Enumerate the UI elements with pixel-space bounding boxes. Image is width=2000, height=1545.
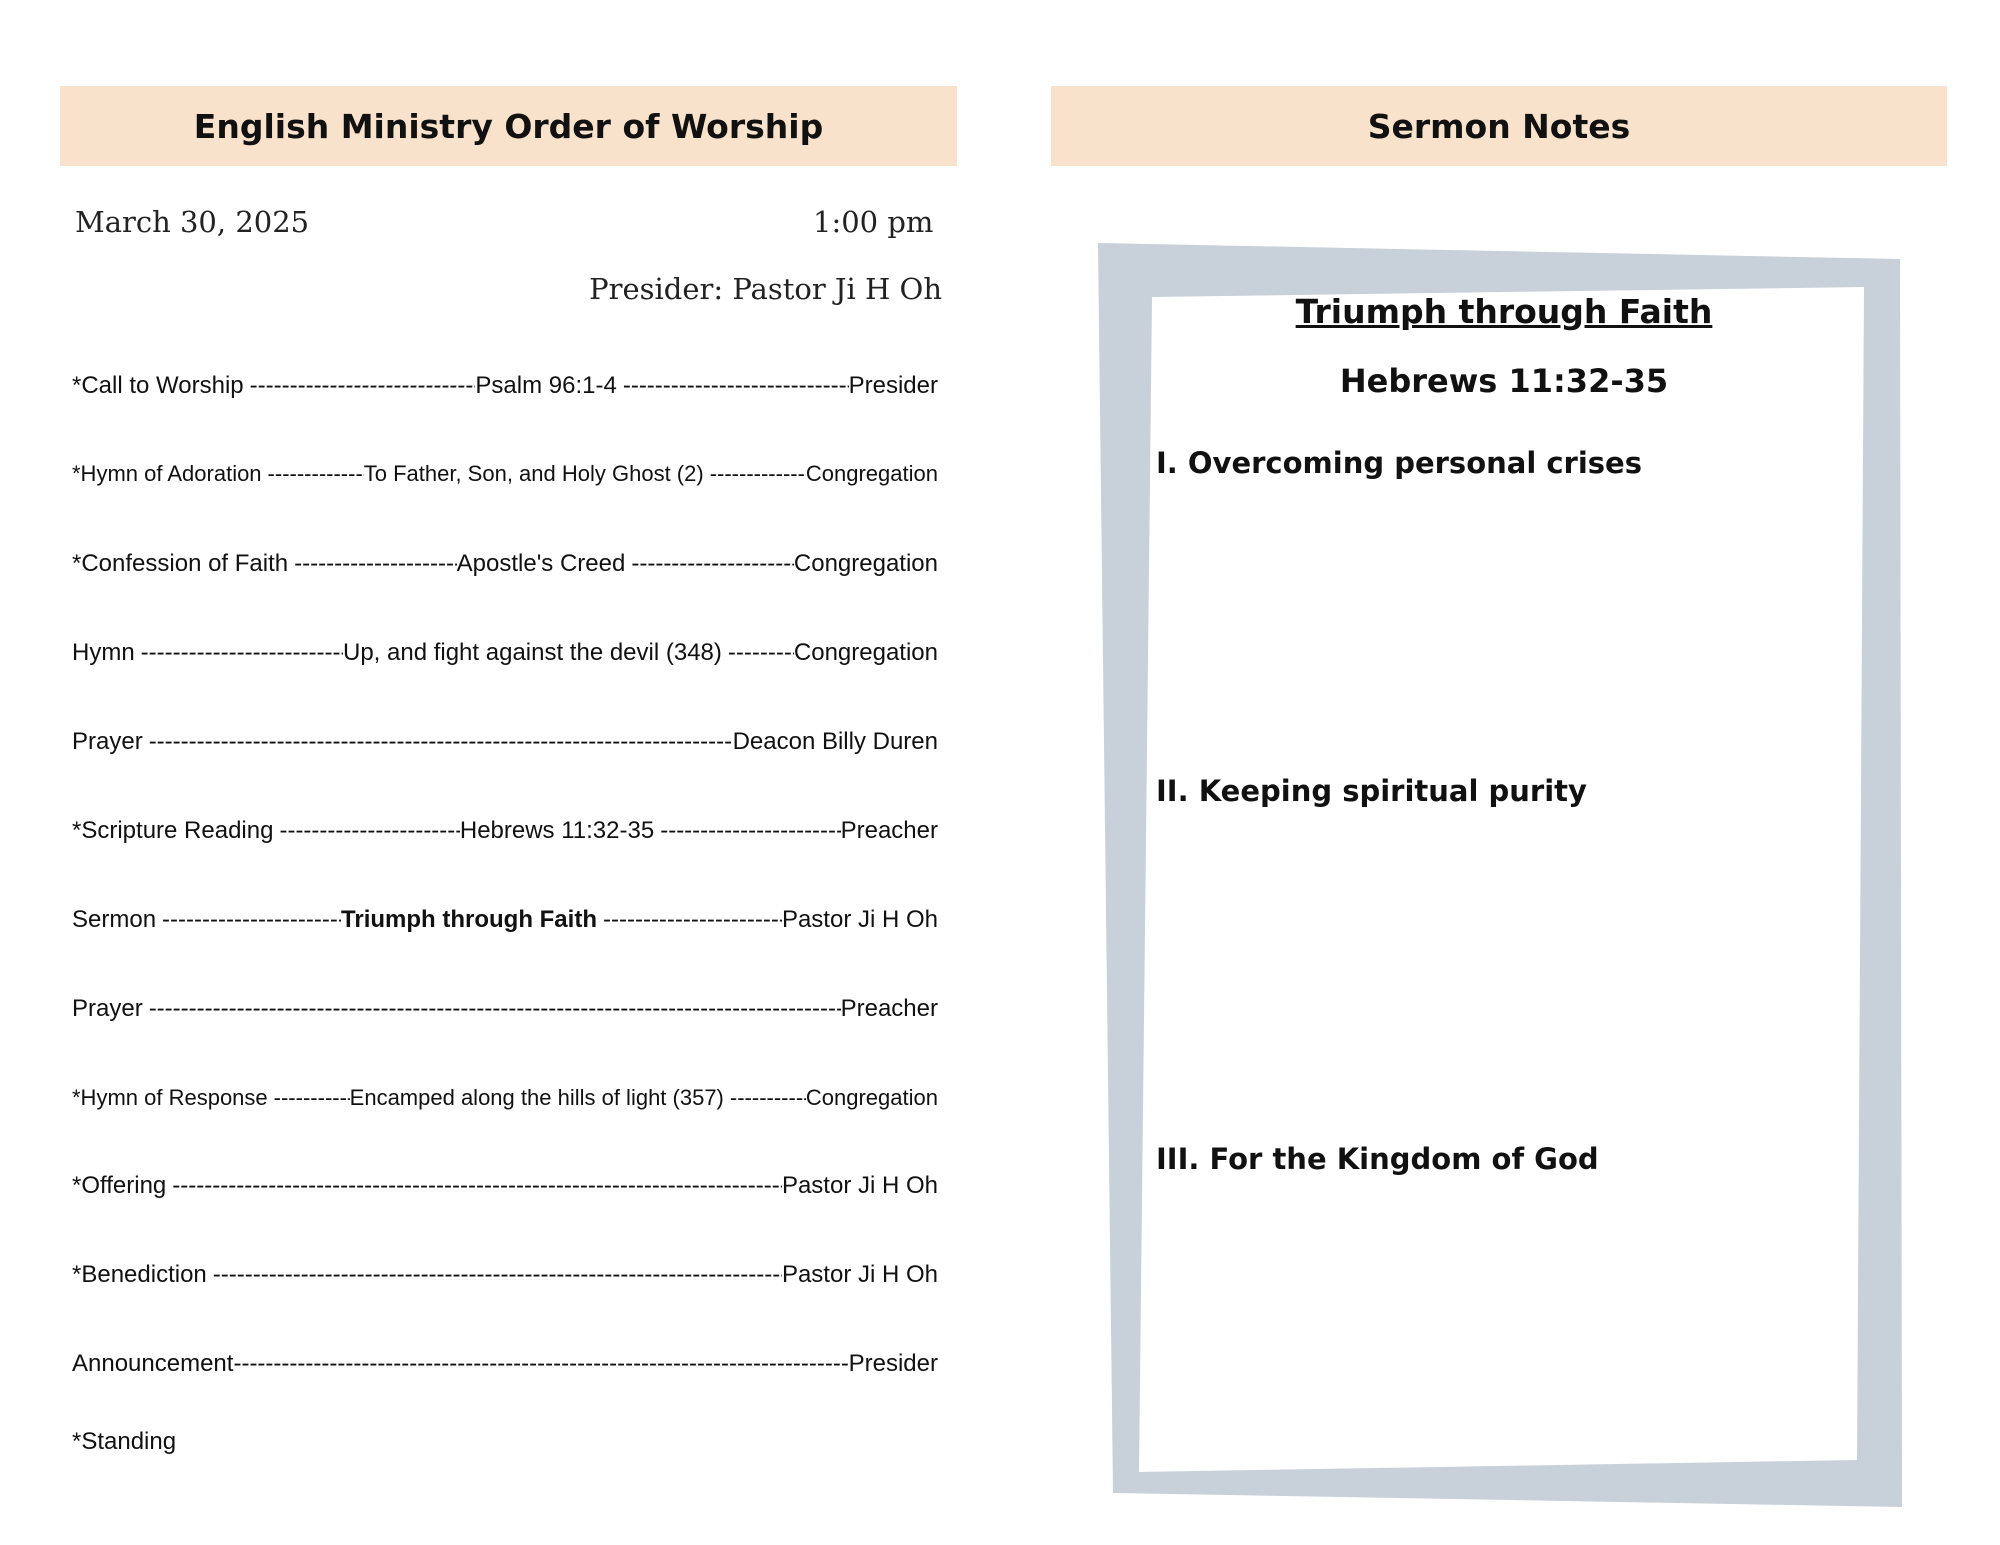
worship-item-label: *Hymn of Response bbox=[72, 1085, 268, 1110]
worship-item bbox=[72, 1085, 938, 1111]
worship-item bbox=[72, 372, 938, 400]
worship-item-label: Announcement bbox=[72, 1350, 234, 1377]
worship-item-label: Prayer bbox=[72, 995, 143, 1022]
worship-item-label: *Hymn of Adoration bbox=[72, 461, 262, 486]
worship-item-label: *Offering bbox=[72, 1172, 167, 1199]
worship-item-leader: Congregation bbox=[793, 550, 938, 577]
notes-frame bbox=[1098, 243, 1902, 1507]
service-date: March 30, 2025 bbox=[75, 205, 310, 239]
worship-item-leader: Preacher bbox=[840, 817, 938, 844]
sermon-point: II. Keeping spiritual purity bbox=[1156, 774, 1587, 808]
worship-item-label: Hymn bbox=[72, 639, 135, 666]
standing-note: *Standing bbox=[72, 1428, 177, 1455]
scripture-reference: Hebrews 11:32-35 bbox=[1339, 362, 1669, 400]
worship-item-detail: Hebrews 11:32-35 bbox=[459, 817, 655, 844]
sermon-title-inline: Triumph through Faith bbox=[341, 906, 597, 933]
worship-item-leader: Preacher bbox=[840, 995, 938, 1022]
worship-item-leader: Congregation bbox=[805, 461, 938, 486]
worship-item bbox=[72, 461, 938, 487]
sermon-point: III. For the Kingdom of God bbox=[1156, 1142, 1599, 1176]
worship-item bbox=[72, 1172, 938, 1200]
worship-item-detail: Encamped along the hills of light (357) bbox=[349, 1085, 724, 1110]
worship-item bbox=[72, 817, 938, 845]
worship-item-label: *Benediction bbox=[72, 1261, 207, 1288]
worship-item bbox=[72, 550, 938, 578]
worship-item-detail: Psalm 96:1-4 bbox=[475, 372, 617, 399]
worship-item-leader: Congregation bbox=[793, 639, 938, 666]
order-of-worship-title: English Ministry Order of Worship bbox=[193, 106, 824, 146]
worship-item-detail: Apostle's Creed bbox=[456, 550, 626, 577]
service-time: 1:00 pm bbox=[813, 205, 934, 239]
sermon-title: Triumph through Faith bbox=[1295, 292, 1713, 331]
worship-item-leader: Pastor Ji H Oh bbox=[781, 1172, 938, 1199]
worship-item-label: *Call to Worship bbox=[72, 372, 244, 399]
sermon-point: I. Overcoming personal crises bbox=[1156, 446, 1642, 480]
worship-item-leader: Presider bbox=[848, 1350, 938, 1377]
order-of-worship-banner bbox=[60, 86, 957, 166]
worship-item bbox=[72, 906, 938, 934]
worship-item-label: Sermon bbox=[72, 906, 157, 933]
worship-item-label: *Confession of Faith bbox=[72, 550, 289, 577]
worship-item bbox=[72, 995, 938, 1023]
worship-item-leader: Congregation bbox=[805, 1085, 938, 1110]
worship-item bbox=[72, 1261, 938, 1289]
presider-line: Presider: Pastor Ji H Oh bbox=[589, 272, 942, 306]
sermon-notes-banner bbox=[1051, 86, 1947, 166]
worship-item-leader: Deacon Billy Duren bbox=[732, 728, 938, 755]
worship-item bbox=[72, 1350, 938, 1378]
sermon-notes-title: Sermon Notes bbox=[1367, 106, 1631, 146]
worship-item-label: *Scripture Reading bbox=[72, 817, 274, 844]
worship-item bbox=[72, 639, 938, 667]
worship-item-detail: Up, and fight against the devil (348) bbox=[342, 639, 722, 666]
worship-item-leader: Pastor Ji H Oh bbox=[781, 1261, 938, 1288]
worship-item-label: Prayer bbox=[72, 728, 143, 755]
notes-frame-border bbox=[1098, 243, 1902, 1507]
worship-item-detail: To Father, Son, and Holy Ghost (2) bbox=[363, 461, 704, 486]
worship-item bbox=[72, 728, 938, 756]
worship-item-leader: Pastor Ji H Oh bbox=[781, 906, 938, 933]
worship-item-leader: Presider bbox=[848, 372, 938, 399]
